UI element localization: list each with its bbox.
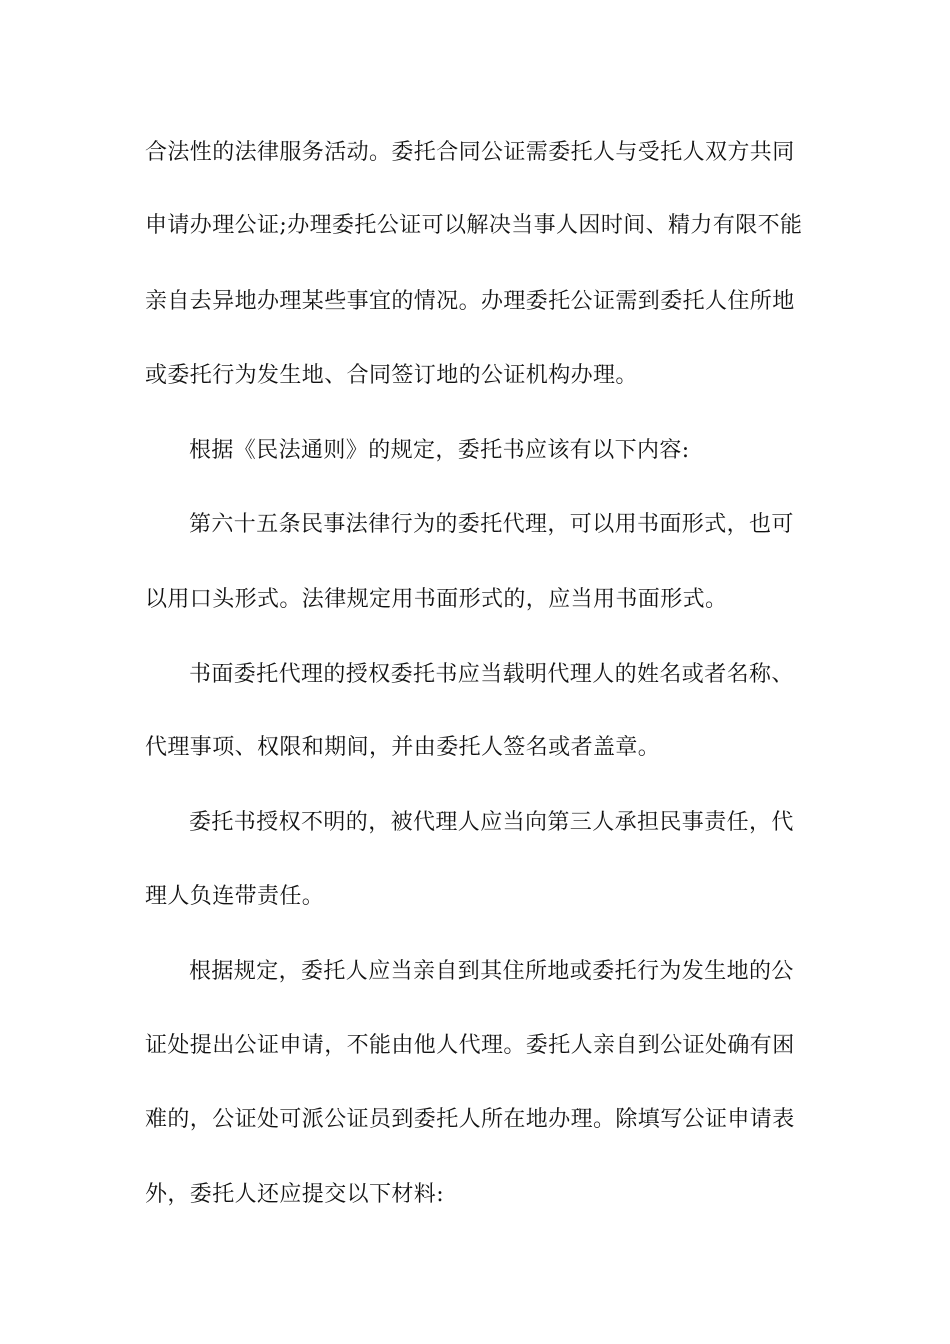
paragraph-first-line: 根据《民法通则》的规定，委托书应该有以下内容:	[189, 438, 690, 463]
text-line: 证处提出公证申请，不能由他人代理。委托人亲自到公证处确有困	[145, 1033, 795, 1058]
text-line: 以用口头形式。法律规定用书面形式的，应当用书面形式。	[145, 587, 728, 612]
text-line: 合法性的法律服务活动。委托合同公证需委托人与受托人双方共同	[145, 140, 795, 165]
paragraph-first-line: 书面委托代理的授权委托书应当载明代理人的姓名或者名称、	[189, 662, 794, 687]
text-line: 申请办理公证;办理委托公证可以解决当事人因时间、精力有限不能	[145, 213, 803, 238]
text-line: 理人负连带责任。	[145, 884, 325, 909]
text-line: 外，委托人还应提交以下材料:	[145, 1182, 445, 1207]
text-line: 难的，公证处可派公证员到委托人所在地办理。除填写公证申请表	[145, 1107, 795, 1132]
paragraph-first-line: 委托书授权不明的，被代理人应当向第三人承担民事责任，代	[189, 810, 794, 835]
text-line: 亲自去异地办理某些事宜的情况。办理委托公证需到委托人住所地	[145, 289, 795, 314]
paragraph-first-line: 第六十五条民事法律行为的委托代理，可以用书面形式，也可	[189, 512, 794, 537]
paragraph-first-line: 根据规定，委托人应当亲自到其住所地或委托行为发生地的公	[189, 959, 794, 984]
text-line: 代理事项、权限和期间，并由委托人签名或者盖章。	[145, 735, 661, 760]
text-line: 或委托行为发生地、合同签订地的公证机构办理。	[145, 363, 638, 388]
